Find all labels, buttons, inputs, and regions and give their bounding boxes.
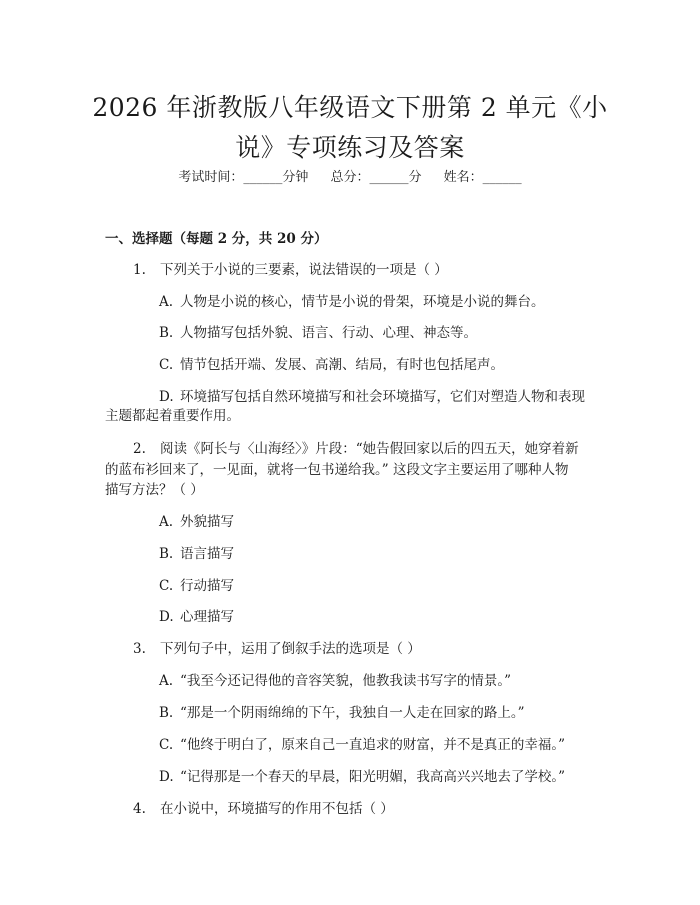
question-3 — [133, 639, 421, 660]
exam-meta — [0, 170, 700, 186]
question-2-continued-1: 的蓝布衫回来了，一见面，就将一包书递给我。” 这段文字主要运用了哪种人物 — [105, 462, 569, 478]
option-text: “我至今还记得他的音容笑貌，他教我读书写字的情景。” — [180, 673, 512, 689]
section-heading: 一、选择题（每题 2 分，共 20 分） — [105, 231, 328, 247]
option-key: A. — [159, 294, 174, 310]
option-key: D. — [159, 389, 174, 405]
option-3c — [159, 735, 565, 756]
option-key: C. — [159, 578, 174, 594]
option-3a — [159, 671, 511, 692]
option-1c — [159, 355, 504, 376]
option-text: 外貌描写 — [180, 514, 234, 530]
option-1a — [159, 292, 545, 313]
option-text: 人物是小说的核心，情节是小说的骨架，环境是小说的舞台。 — [180, 294, 545, 310]
option-key: D. — [159, 769, 174, 785]
question-number: 2. — [133, 441, 146, 457]
option-2c — [159, 576, 234, 597]
exam-name: 姓名：______ — [443, 170, 522, 185]
option-1b — [159, 323, 477, 344]
option-3d — [159, 767, 565, 788]
option-key: C. — [159, 357, 174, 373]
option-1d-continued: 主题都起着重要作用。 — [105, 408, 240, 424]
option-key: B. — [159, 705, 174, 721]
option-key: D. — [159, 609, 174, 625]
option-1d — [159, 387, 585, 408]
title-line-1: 2026 年浙教版八年级语文下册第 2 单元《小 — [92, 93, 608, 122]
question-number: 1. — [133, 262, 146, 278]
option-key: A. — [159, 673, 174, 689]
exam-score: 总分：______分 — [330, 170, 422, 185]
question-2-continued-2: 描写方法？（ ） — [105, 482, 204, 498]
option-text: 人物描写包括外貌、语言、行动、心理、神态等。 — [180, 325, 477, 341]
option-key: B. — [159, 546, 174, 562]
question-stem: 下列句子中，运用了倒叙手法的选项是（ ） — [160, 641, 421, 657]
question-stem: 下列关于小说的三要素，说法错误的一项是（ ） — [160, 262, 448, 278]
option-key: A. — [159, 514, 174, 530]
document-title — [60, 88, 640, 168]
option-text: “那是一个阴雨绵绵的下午，我独自一人走在回家的路上。” — [180, 705, 525, 721]
option-text: 心理描写 — [180, 609, 234, 625]
question-number: 4. — [133, 801, 146, 817]
question-2 — [133, 439, 579, 460]
question-1 — [133, 260, 448, 281]
option-2b — [159, 544, 234, 565]
option-text: 情节包括开端、发展、高潮、结局，有时也包括尾声。 — [180, 357, 504, 373]
title-line-2: 说》专项练习及答案 — [235, 133, 465, 162]
option-text: 行动描写 — [180, 578, 234, 594]
option-text: “他终于明白了，原来自己一直追求的财富，并不是真正的幸福。” — [180, 737, 566, 753]
option-text: “记得那是一个春天的早晨，阳光明媚，我高高兴兴地去了学校。” — [180, 769, 566, 785]
option-text: 环境描写包括自然环境描写和社会环境描写，它们对塑造人物和表现 — [180, 389, 585, 405]
exam-time: 考试时间：______分钟 — [178, 170, 309, 185]
question-stem: 阅读《阿长与〈山海经〉》片段：“她告假回家以后的四五天，她穿着新 — [160, 441, 579, 457]
question-4 — [133, 799, 394, 820]
option-2a — [159, 512, 234, 533]
option-3b — [159, 703, 525, 724]
option-key: C. — [159, 737, 174, 753]
question-number: 3. — [133, 641, 146, 657]
option-text: 语言描写 — [180, 546, 234, 562]
question-stem: 在小说中，环境描写的作用不包括（ ） — [160, 801, 394, 817]
option-2d — [159, 607, 234, 628]
option-key: B. — [159, 325, 174, 341]
